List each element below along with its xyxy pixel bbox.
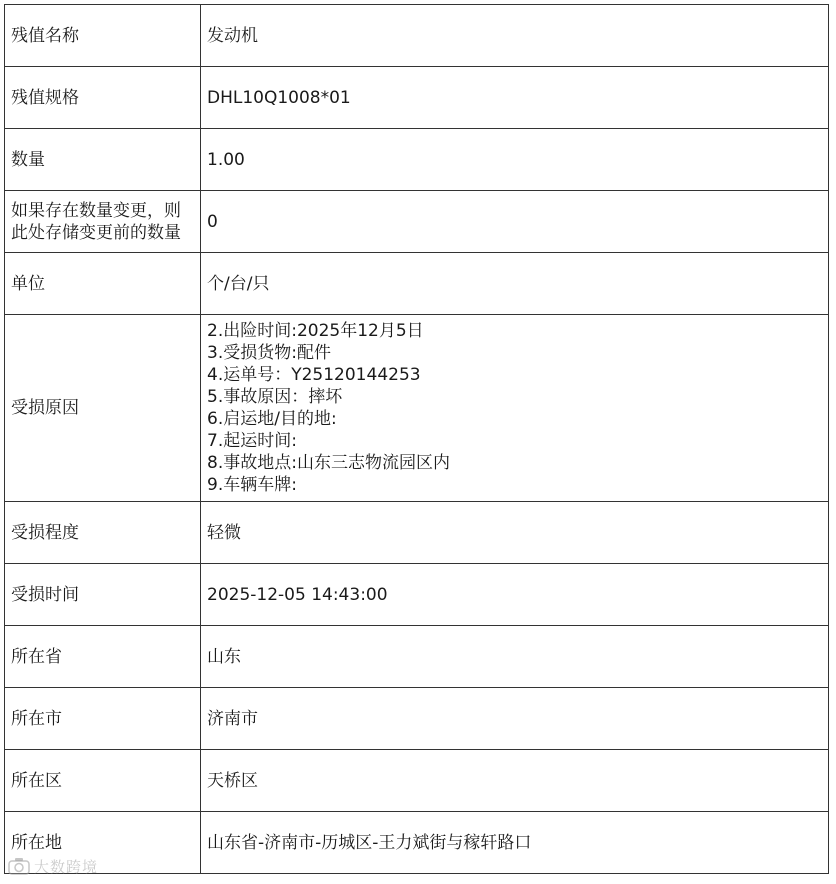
row-value: 济南市	[201, 688, 829, 750]
table-row	[5, 5, 829, 67]
table-row	[5, 750, 829, 812]
row-value: DHL10Q1008*01	[201, 67, 829, 129]
row-label: 数量	[5, 129, 201, 191]
row-label: 残值规格	[5, 67, 201, 129]
reason-line: 9.车辆车牌:	[207, 475, 297, 495]
watermark	[8, 856, 98, 877]
table-row	[5, 564, 829, 626]
table-row	[5, 67, 829, 129]
row-label: 所在地	[5, 812, 201, 874]
reason-line: 6.启运地/目的地:	[207, 409, 337, 429]
row-value: 山东省-济南市-历城区-王力斌街与稼轩路口	[201, 812, 829, 874]
row-value: 山东	[201, 626, 829, 688]
camera-logo-icon	[8, 857, 30, 875]
row-label: 受损时间	[5, 564, 201, 626]
table-row	[5, 502, 829, 564]
row-value: 天桥区	[201, 750, 829, 812]
row-value: 0	[201, 191, 829, 253]
row-label: 单位	[5, 253, 201, 315]
reason-line: 4.运单号：Y25120144253	[207, 365, 421, 385]
table-row	[5, 688, 829, 750]
reason-line: 8.事故地点:山东三志物流园区内	[207, 453, 450, 473]
row-value: 2025-12-05 14:43:00	[201, 564, 829, 626]
table-row	[5, 129, 829, 191]
reason-line: 7.起运时间:	[207, 431, 297, 451]
row-value: 轻微	[201, 502, 829, 564]
row-label: 受损原因	[5, 315, 201, 502]
row-label: 受损程度	[5, 502, 201, 564]
table-row-damage-reason	[5, 315, 829, 502]
row-label: 所在区	[5, 750, 201, 812]
table-row	[5, 191, 829, 253]
row-value: 个/台/只	[201, 253, 829, 315]
reason-line: 2.出险时间:2025年12月5日	[207, 321, 424, 341]
row-value: 1.00	[201, 129, 829, 191]
reason-line: 5.事故原因：摔坏	[207, 387, 343, 407]
reason-line: 3.受损货物:配件	[207, 343, 331, 363]
table-row	[5, 812, 829, 874]
table-row	[5, 253, 829, 315]
row-label: 所在省	[5, 626, 201, 688]
residual-info-table	[4, 4, 829, 874]
watermark-text: 大数跨境	[34, 858, 99, 876]
row-label: 残值名称	[5, 5, 201, 67]
damage-reason-lines	[201, 315, 829, 502]
row-label: 所在市	[5, 688, 201, 750]
row-label: 如果存在数量变更，则此处存储变更前的数量	[5, 191, 201, 253]
row-value: 发动机	[201, 5, 829, 67]
table-row	[5, 626, 829, 688]
